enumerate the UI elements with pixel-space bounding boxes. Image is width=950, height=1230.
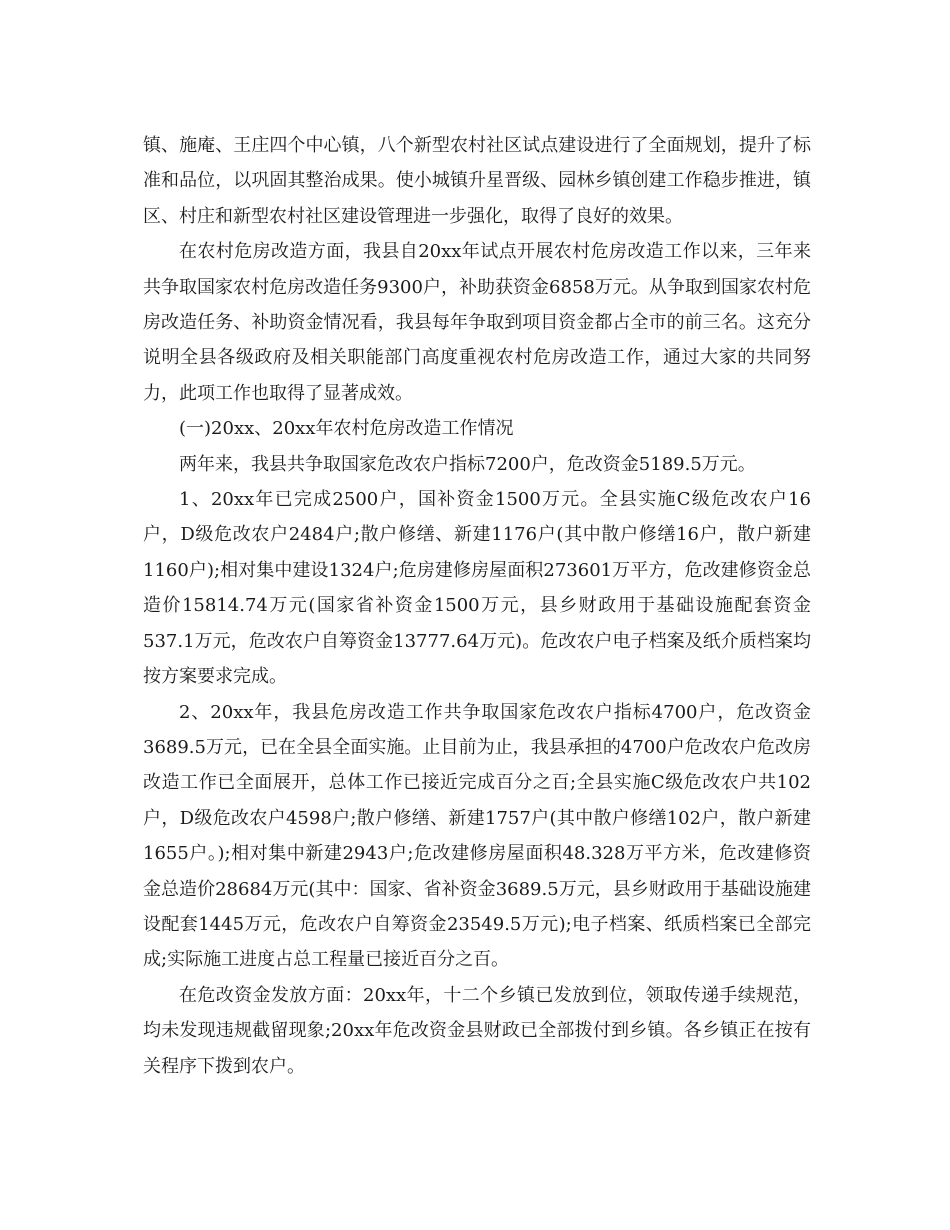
paragraph-item-1: 1、20xx年已完成2500户，国补资金1500万元。全县实施C级危改农户16户，D级危改农户2484户;散户修缮、新建1176户(其中散户修缮16户，散户新建1160户);相对集中建设1324户;危房建修房屋面积273601万平方，危改建修资金总造价15814.74万元(国家省补资金1500万元，县乡财政用于基础设施配套资金537.1万元，危改农户自筹资金13777.64万元)。危改农户电子档案及纸介质档案均按方案要求完成。 xyxy=(143,489,811,688)
paragraph-item-2: 2、20xx年，我县危房改造工作共争取国家危改农户指标4700户，危改资金3689.5万元，已在全县全面实施。止目前为止，我县承担的4700户危改农户危改房改造工作已全面展开，总体工作已接近完成百分之百;全县实施C级危改农户共102户，D级危改农户4598户;散户修缮、新建1757户(其中散户修缮102户，散户新建1655户。);相对集中新建2943户;危改建修房屋面积48.328万平方米，危改建修资金总造价28684万元(其中：国家、省补资金3689.5万元，县乡财政用于基础设施建设配套1445万元，危改农户自筹资金23549.5万元);电子档案、纸质档案已全部完成;实际施工进度占总工程量已接近百分之百。 xyxy=(143,701,811,971)
paragraph-dangerous-housing-overview: 在农村危房改造方面，我县自20xx年试点开展农村危房改造工作以来，三年来共争取国家农村危房改造任务9300户，补助获资金6858万元。从争取到国家农村危房改造任务、补助资金情况看，我县每年争取到项目资金都占全市的前三名。这充分说明全县各级政府及相关职能部门高度重视农村危房改造工作，通过大家的共同努力，此项工作也取得了显著成效。 xyxy=(143,241,811,404)
section-heading: (一)20xx、20xx年农村危房改造工作情况 xyxy=(179,418,514,440)
paragraph-two-year-summary: 两年来，我县共争取国家危改农户指标7200户，危改资金5189.5万元。 xyxy=(179,453,756,475)
paragraph-fund-distribution: 在危改资金发放方面：20xx年，十二个乡镇已发放到位，领取传递手续规范，均未发现违规截留现象;20xx年危改资金县财政已全部拨付到乡镇。各乡镇正在按有关程序下拨到农户。 xyxy=(143,984,811,1077)
document-body xyxy=(143,128,811,1084)
paragraph-town-planning: 镇、施庵、王庄四个中心镇，八个新型农村社区试点建设进行了全面规划，提升了标准和品位，以巩固其整治成果。使小城镇升星晋级、园林乡镇创建工作稳步推进，镇区、村庄和新型农村社区建设管理进一步强化，取得了良好的效果。 xyxy=(143,135,811,227)
